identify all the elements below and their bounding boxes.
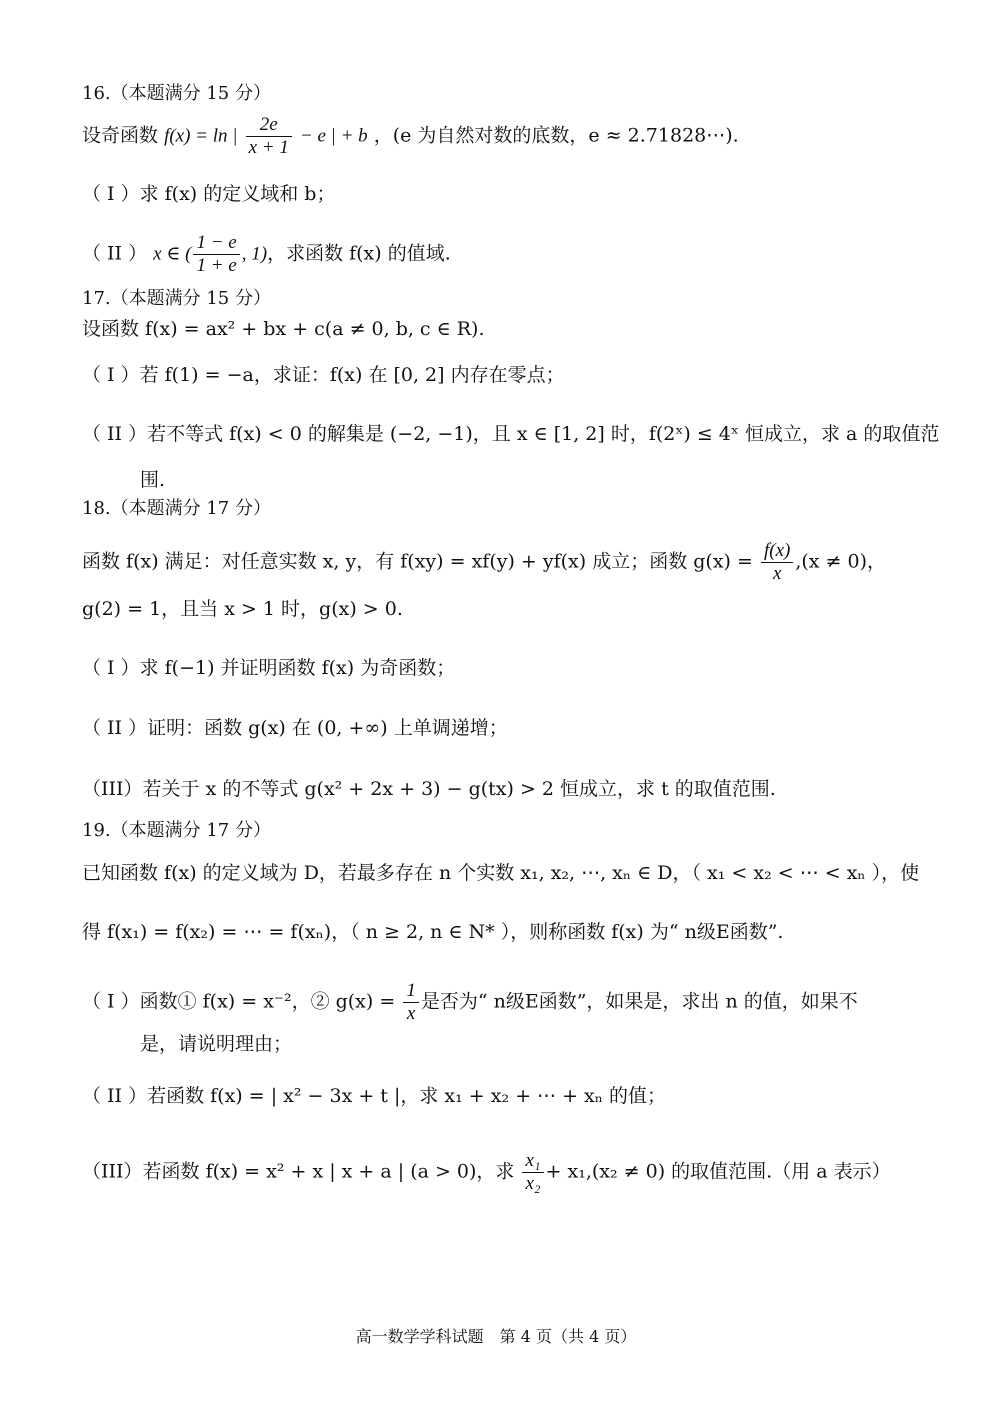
q17-part1-label: （ I ） — [82, 364, 140, 386]
q18-stem — [82, 540, 886, 585]
q16-formula-rhs: − e | + b — [299, 125, 368, 147]
q18-fraction — [761, 540, 793, 585]
q19-stem-line2: 得 f(x₁) = f(x₂) = ⋯ = f(xₙ)，（ n ≥ 2, n ∈ N* ），则称函数 f(x) 为“ n级E函数”. — [82, 921, 784, 943]
q18-part1-text: 求 f(−1) 并证明函数 f(x) 为奇函数； — [139, 657, 456, 679]
q18-part1 — [82, 656, 455, 680]
q19-part1-fraction-den: x — [406, 1003, 416, 1024]
q18-stem-prefix: 函数 f(x) 满足：对任意实数 x, y，有 f(xy) = xf(y) + yf(x) 成立；函数 g(x) = — [82, 550, 753, 573]
q19-part1-fraction-num: 1 — [403, 980, 419, 1003]
q19-part1-suffix: 是否为“ n级E函数”，如果是，求出 n 的值，如果不 — [420, 990, 858, 1013]
q19-part1-prefix: 函数① f(x) = x⁻²，② g(x) = — [139, 990, 396, 1013]
q16-part2-fraction — [193, 232, 239, 277]
q16-part2-lhs: x ∈ ( — [153, 243, 192, 265]
q19-part2-label: （ II ） — [82, 1085, 148, 1107]
q16-part2-fraction-den: 1 + e — [196, 255, 237, 276]
q18-part2-text: 证明：函数 g(x) 在 (0, +∞) 上单调递增； — [147, 717, 508, 739]
q16-fraction — [246, 114, 292, 159]
q16-stem — [82, 114, 739, 159]
q17-part2-label: （ II ） — [82, 423, 148, 445]
q16-stem-suffix: ，(e 为自然对数的底数，e ≈ 2.71828⋯). — [373, 124, 739, 147]
q19-part3-suffix: + x₁,(x₂ ≠ 0) 的取值范围.（用 a 表示） — [545, 1160, 891, 1183]
q19-part1-cont: 是，请说明理由； — [140, 1033, 293, 1055]
q17-stem: 设函数 f(x) = ax² + bx + c(a ≠ 0, b, c ∈ R). — [82, 318, 485, 340]
q16-formula-lhs: f(x) = ln | — [164, 125, 238, 147]
q16-stem-prefix: 设奇函数 — [82, 124, 159, 147]
q19-stem-line1: 已知函数 f(x) 的定义域为 D，若最多存在 n 个实数 x₁, x₂, ⋯, xₙ ∈ D，（ x₁ < x₂ < ⋯ < xₙ ），使 — [82, 862, 920, 884]
q18-part3 — [82, 777, 776, 801]
q18-part1-label: （ I ） — [82, 657, 140, 679]
q16-header: 16.（本题满分 15 分） — [82, 83, 271, 104]
q18-part3-text: 若关于 x 的不等式 g(x² + 2x + 3) − g(tx) > 2 恒成立，求 t 的取值范围. — [142, 778, 776, 800]
q19-part2-text: 若函数 f(x) = | x² − 3x + t |，求 x₁ + x₂ + ⋯ + xₙ 的值； — [147, 1085, 667, 1107]
q19-part3-fraction — [522, 1150, 543, 1195]
q18-part2 — [82, 716, 508, 740]
q16-part2-suffix: ，求函数 f(x) 的值域. — [267, 242, 451, 265]
q16-part1 — [82, 182, 335, 206]
q16-fraction-num: 2e — [246, 114, 292, 137]
q19-part1-fraction — [403, 980, 419, 1025]
q16-part2-label: （ II ） — [82, 242, 148, 265]
q17-header: 17.（本题满分 15 分） — [82, 288, 271, 309]
q17-part1 — [82, 363, 565, 387]
q19-part1 — [82, 980, 858, 1025]
q17-part2-text: 若不等式 f(x) < 0 的解集是 (−2, −1)，且 x ∈ [1, 2] 时，f(2ˣ) ≤ 4ˣ 恒成立，求 a 的取值范 — [147, 423, 940, 445]
q19-part2 — [82, 1084, 666, 1108]
q18-part2-label: （ II ） — [82, 717, 148, 739]
q17-part2-cont: 围. — [140, 469, 166, 491]
q17-part1-text: 若 f(1) = −a，求证：f(x) 在 [0, 2] 内存在零点； — [139, 364, 565, 386]
q16-part2-rhs: , 1) — [241, 243, 268, 265]
q16-part1-text: 求 f(x) 的定义域和 b； — [139, 183, 336, 205]
q17-part2 — [82, 422, 939, 446]
q18-header: 18.（本题满分 17 分） — [82, 498, 271, 519]
q16-fraction-den: x + 1 — [248, 137, 289, 158]
q16-part2 — [82, 232, 451, 277]
q18-fraction-den: x — [772, 563, 782, 584]
q16-part1-label: （ I ） — [82, 183, 140, 205]
q19-header: 19.（本题满分 17 分） — [82, 820, 271, 841]
q18-fraction-num: f(x) — [761, 540, 793, 563]
q19-part3-label: （III） — [82, 1160, 143, 1183]
q18-part3-label: （III） — [82, 778, 143, 800]
q19-part3 — [82, 1150, 891, 1195]
q18-stem-line2: g(2) = 1，且当 x > 1 时，g(x) > 0. — [82, 598, 403, 620]
q18-stem-suffix: ,(x ≠ 0)， — [795, 550, 887, 573]
page-footer: 高一数学学科试题 第 4 页（共 4 页） — [355, 1327, 637, 1346]
q16-part2-fraction-num: 1 − e — [193, 232, 239, 255]
q19-part3-fraction-num: x₁ — [522, 1150, 543, 1173]
q19-part3-prefix: 若函数 f(x) = x² + x | x + a | (a > 0)，求 — [142, 1160, 515, 1183]
q19-part1-label: （ I ） — [82, 990, 140, 1013]
q19-part3-fraction-den: x₂ — [525, 1173, 541, 1194]
